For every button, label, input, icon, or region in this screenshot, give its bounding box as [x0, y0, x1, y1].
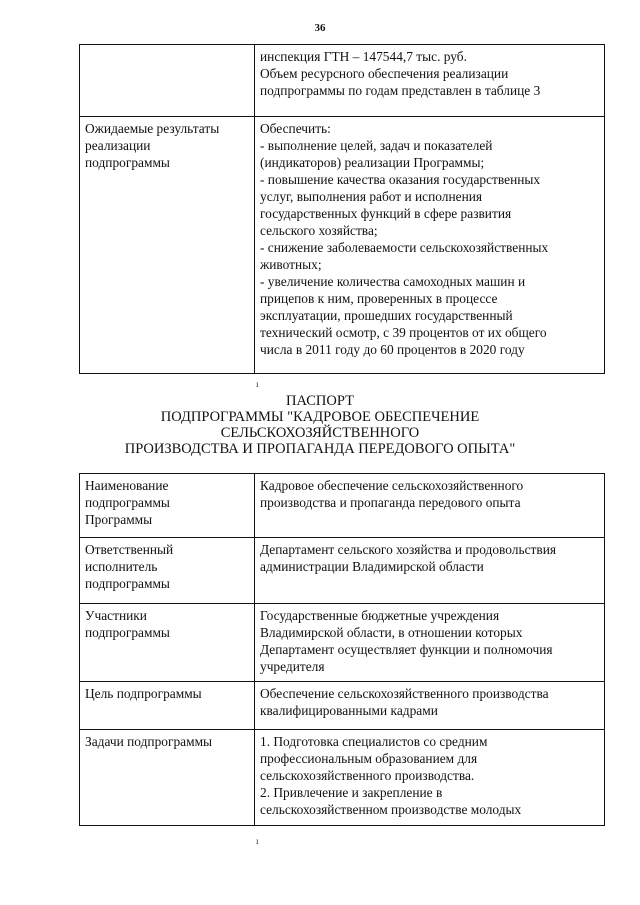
text-line: учредителя [260, 659, 325, 674]
text-line: государственных функций в сфере развития [260, 206, 512, 221]
row-text [255, 45, 605, 117]
label-line: Цель подпрограммы [85, 686, 202, 701]
text-line: сельскохозяйственном производстве молодых [260, 802, 522, 817]
label-line: подпрограммы [85, 155, 170, 170]
text-line: производства и пропаганда передового опыта [260, 495, 521, 510]
row-label [80, 604, 255, 682]
text-line: (индикаторов) реализации Программы; [260, 155, 485, 170]
passport-title-line: ПАСПОРТ [286, 393, 354, 409]
text-line: прицепов к ним, проверенных в процессе [260, 291, 498, 306]
text-line: квалифицированными кадрами [260, 703, 438, 718]
row-label [80, 117, 255, 374]
text-line: Владимирской области, в отношении которых [260, 625, 523, 640]
text-line: сельскохозяйственного производства. [260, 768, 475, 783]
label-line: Ожидаемые результаты [85, 121, 220, 136]
text-line: инспекция ГТН – 147544,7 тыс. руб. [260, 49, 467, 64]
table-row [80, 730, 605, 826]
text-line: Государственные бюджетные учреждения [260, 608, 500, 623]
row-text [255, 117, 605, 374]
text-line: 2. Привлечение и закрепление в [260, 785, 443, 800]
table-row [80, 604, 605, 682]
label-line: исполнитель [85, 559, 158, 574]
text-line: Обеспечение сельскохозяйственного производства [260, 686, 549, 701]
passport-table [79, 473, 605, 826]
table-row [80, 117, 605, 374]
text-line: - повышение качества оказания государственных [260, 172, 541, 187]
row-text [255, 682, 605, 730]
text-line: 1. Подготовка специалистов со средним [260, 734, 488, 749]
text-line: Кадровое обеспечение сельскохозяйственного [260, 478, 524, 493]
row-label [80, 474, 255, 538]
text-line: подпрограммы по годам представлен в таблице 3 [260, 83, 541, 98]
text-line: услуг, выполнения работ и исполнения [260, 189, 483, 204]
tick-mark: ı [256, 836, 259, 846]
text-line: Объем ресурсного обеспечения реализации [260, 66, 509, 81]
label-line: Участники [85, 608, 147, 623]
label-line: реализации [85, 138, 151, 153]
label-line: Программы [85, 512, 153, 527]
tick-mark: ı [256, 379, 259, 389]
row-text [255, 538, 605, 604]
text-line: Департамент осуществляет функции и полномочия [260, 642, 553, 657]
row-label [80, 45, 255, 117]
row-text [255, 474, 605, 538]
table-row [80, 682, 605, 730]
passport-title-line: ПРОИЗВОДСТВА И ПРОПАГАНДА ПЕРЕДОВОГО ОПЫТА" [124, 441, 516, 457]
page-number: 36 [314, 22, 326, 34]
text-line: профессиональным образованием для [260, 751, 478, 766]
label-line: подпрограммы [85, 625, 170, 640]
row-text [255, 730, 605, 826]
text-line: технический осмотр, с 39 процентов от их общего [260, 325, 547, 340]
text-line: животных; [260, 257, 322, 272]
text-line: Департамент сельского хозяйства и продовольствия [260, 542, 557, 557]
text-line: - снижение заболеваемости сельскохозяйственных [260, 240, 549, 255]
label-line: подпрограммы [85, 576, 170, 591]
label-line: Ответственный [85, 542, 174, 557]
text-line: - увеличение количества самоходных машин и [260, 274, 526, 289]
top-table [79, 44, 605, 374]
passport-title [0, 393, 640, 457]
text-line: числа в 2011 году до 60 процентов в 2020 году [260, 342, 525, 357]
text-line: Обеспечить: [260, 121, 331, 136]
text-line: администрации Владимирской области [260, 559, 484, 574]
row-label [80, 730, 255, 826]
row-label [80, 538, 255, 604]
table-row [80, 538, 605, 604]
text-line: сельского хозяйства; [260, 223, 378, 238]
label-line: Задачи подпрограммы [85, 734, 213, 749]
label-line: подпрограммы [85, 495, 170, 510]
text-line: эксплуатации, прошедших государственный [260, 308, 513, 323]
row-text [255, 604, 605, 682]
label-line: Наименование [85, 478, 169, 493]
passport-title-line: ПОДПРОГРАММЫ "КАДРОВОЕ ОБЕСПЕЧЕНИЕ [160, 409, 480, 425]
row-label [80, 682, 255, 730]
text-line: - выполнение целей, задач и показателей [260, 138, 493, 153]
table-row [80, 45, 605, 117]
table-row [80, 474, 605, 538]
passport-title-line: СЕЛЬСКОХОЗЯЙСТВЕННОГО [220, 425, 420, 441]
